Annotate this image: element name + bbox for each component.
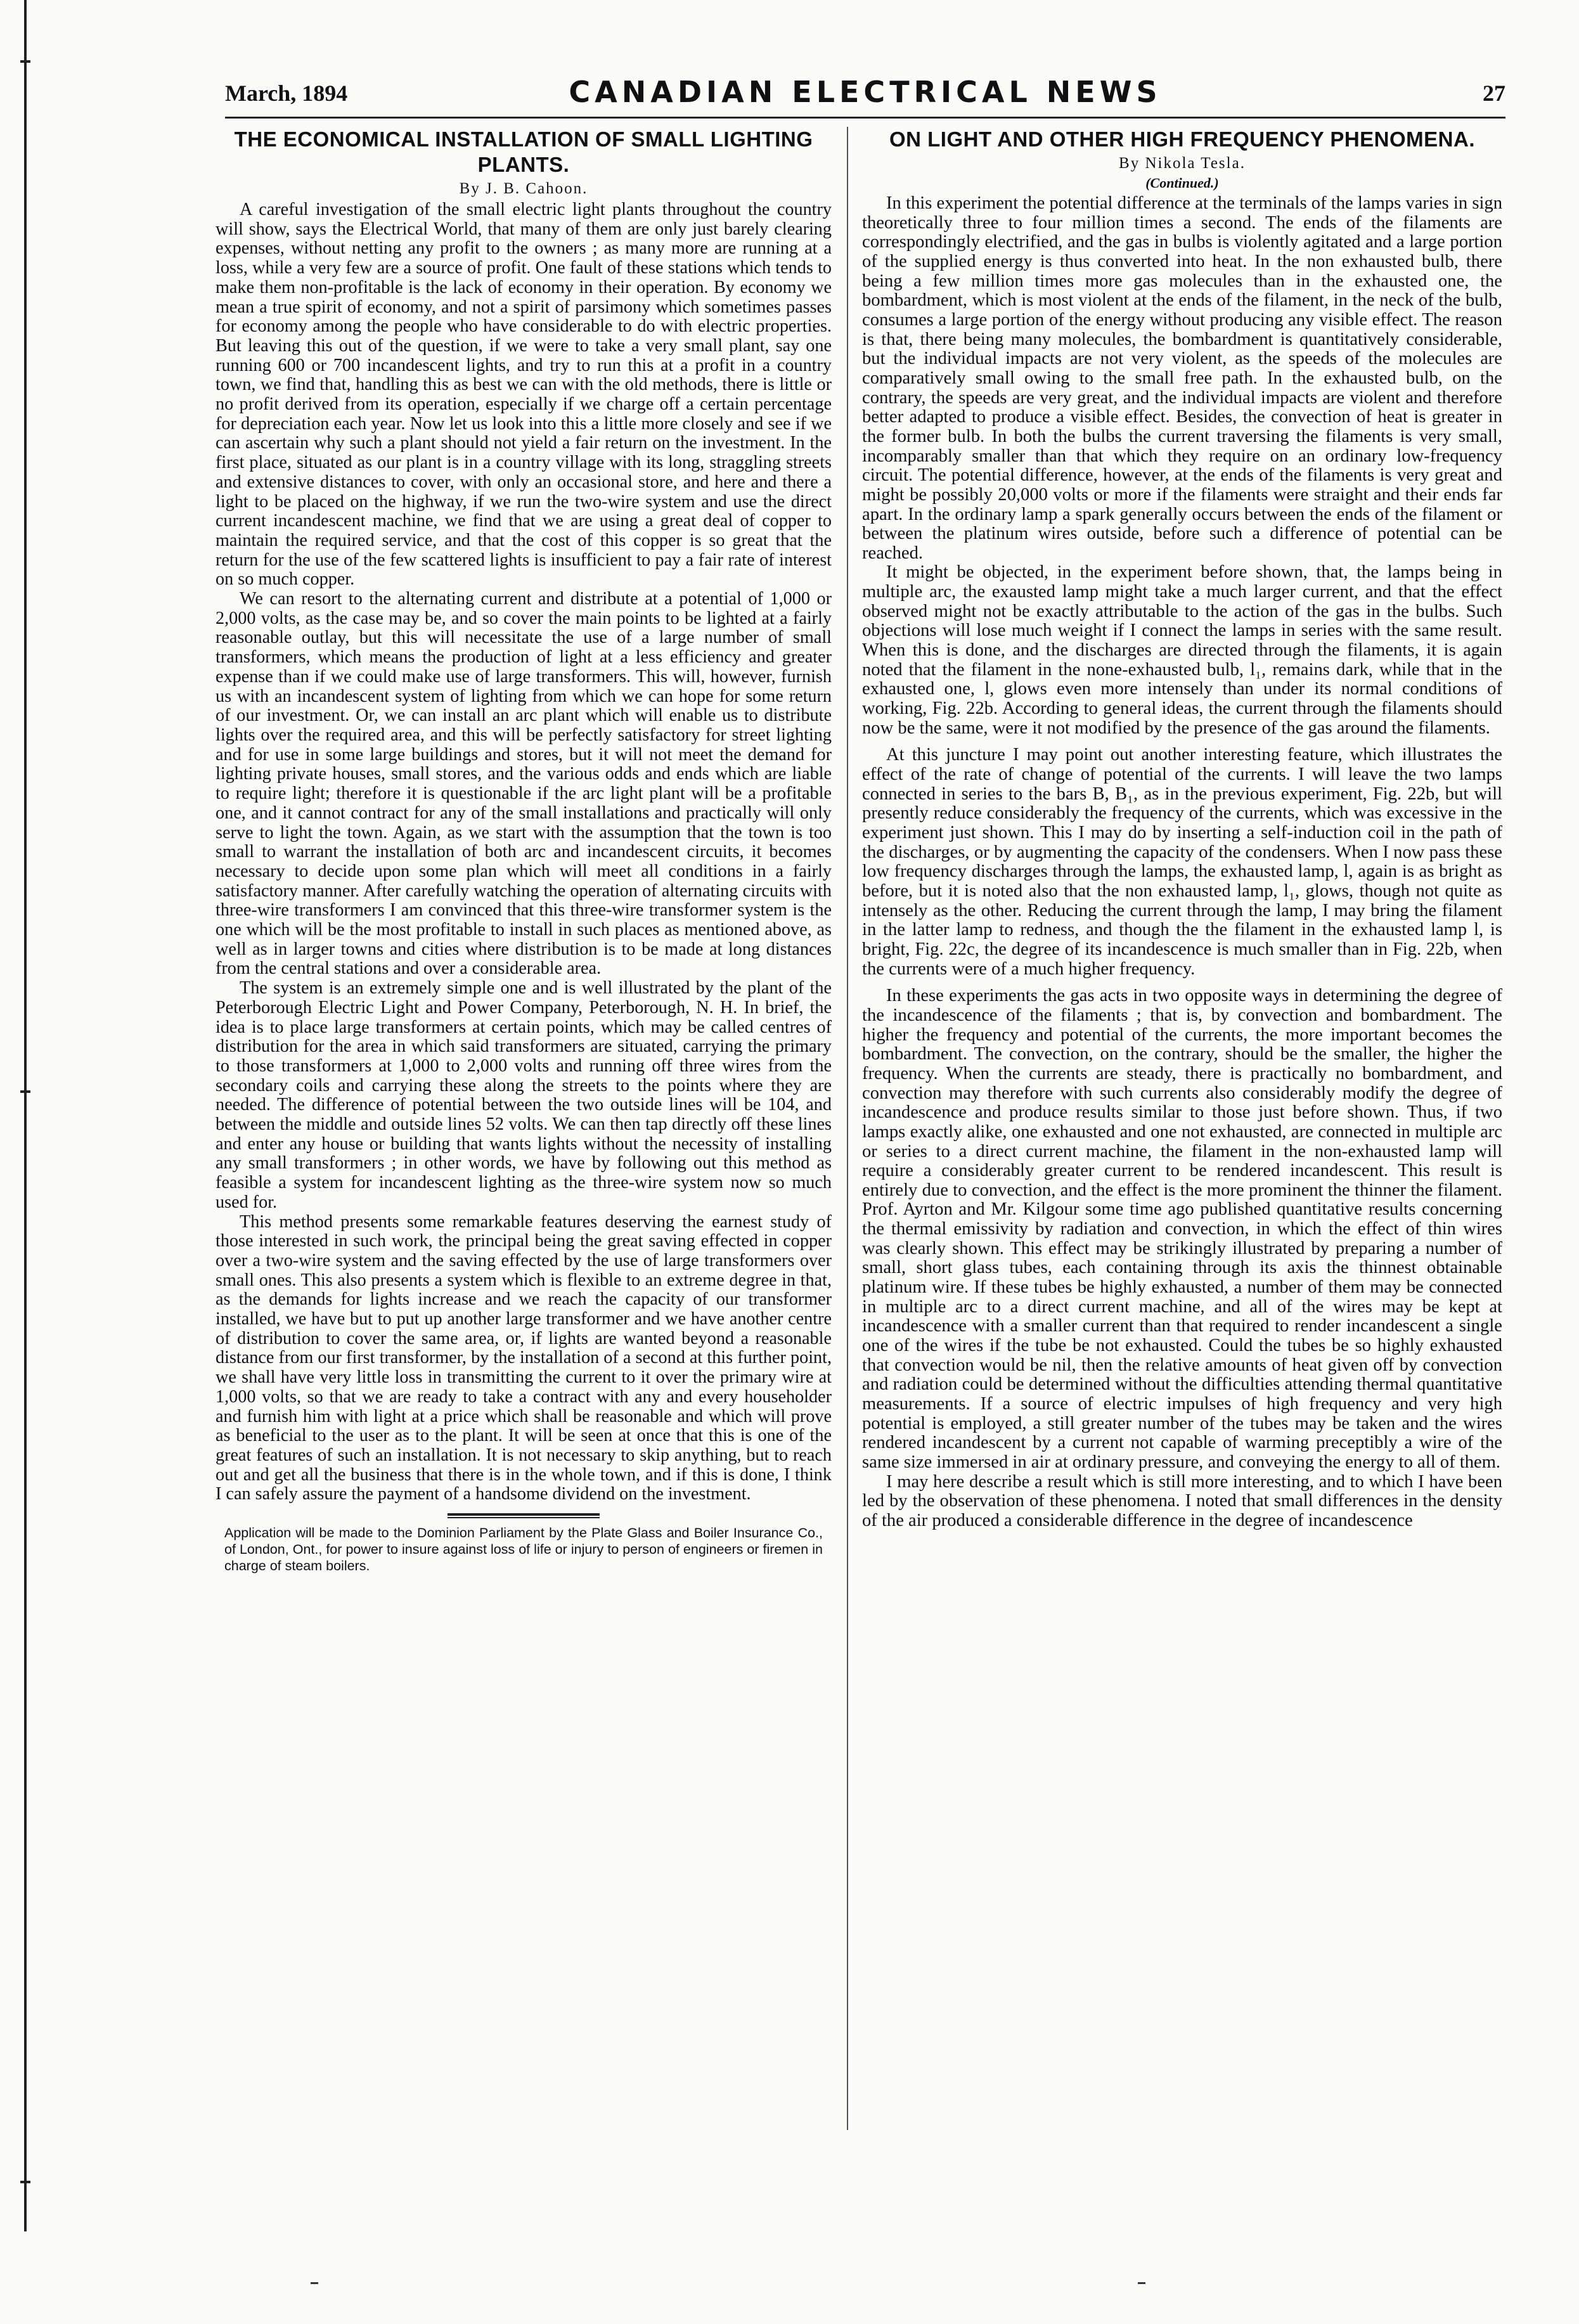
divider-rule [448,1517,600,1518]
article-small-lighting-plants [216,127,832,1504]
article-paragraph: In these experiments the gas acts in two opposite ways in determining the degree of the incandescence of the filaments ; that is, by convection and bombardment. The higher the frequency and potential of the currents, the more important becomes the bombardment. The convection, on the contrary, should be the smaller, the higher the frequency. When the currents are steady, there is practically no bombardment, and convection may therefore with such currents also considerably modify the degree of incandescence and produce results similar to those just before shown. Thus, if two lamps exactly alike, one exhausted and one not exhausted, are connected in multiple arc or series to a direct current machine, the filament in the non-exhausted lamp will require a considerably greater current to be rendered incandescent. This result is entirely due to convection, and the effect is the more prominent the thinner the filament. Prof. Ayrton and Mr. Kilgour some time ago published quantitative results concerning the thermal emissivity by radiation and convection, in which the effect of thin wires was clearly shown. This effect may be strikingly illustrated by preparing a number of small, short glass tubes, each containing through its axis the thinnest obtainable platinum wire. If these tubes be highly exhausted, a number of them may be connected in multiple arc to a direct current machine, and all of the wires may be kept at incandescence with a smaller current than that required to render incandescent a single one of the wires if the tube be not exhausted. Could the tubes be so highly exhausted that convection would be nil, then the relative amounts of heat given off by convection and radiation could be determined without the difficulties attending thermal quantitative measurements. If a source of electric impulses of high frequency and very high potential is employed, a still greater number of the tubes may be taken and the wires rendered incandescent by a current not capable of warming preceptibly a wire of the same size immersed in air at ordinary pressure, and conveying the energy to all of them. [862,986,1502,1472]
insurance-notice: Application will be made to the Dominion Parliament by the Plate Glass and Boiler Insurance Co., of London, Ont., for power to insure against loss of life or injury to person of engineers or firemen in charge of steam boilers. [224,1525,823,1574]
right-column [862,127,1502,1531]
divider-rule [448,1513,600,1516]
article-byline: By Nikola Tesla. [1119,155,1246,172]
article-paragraph: A careful investigation of the small electric light plants throughout the country will show, says the Electrical World, that many of them are only just barely clearing expenses, without netting any profit to the owners ; as many more are running at a loss, while a very few are a source of profit. One fault of these stations which tends to make them non-profitable is the lack of economy in their operation. By economy we mean a true spirit of economy, and not a spirit of parsimony which sometimes passes for economy among the people who have considerable to do with electric properties. But leaving this out of the question, if we were to take a very small plant, say one running 600 or 700 incandescent lights, and try to run this at a profit in a country town, we find that, handling this as best we can with the old methods, there is little or no profit derived from its operation, especially if we charge off a certain percentage for depreciation each year. Now let us look into this a little more closely and see if we can ascertain why such a plant should not yield a fair return on the investment. In the first place, situated as our plant is in a country village with its long, straggling streets and extensive distances to cover, with only an occasional store, and here and there a light to be placed on the highway, if we run the two-wire system and use the direct current incandescent machine, we find that we are using a great deal of copper to maintain the required service, and that the cost of this copper is so great that the return for the use of the few scattered lights is insufficient to pay a fair rate of interest on so much copper. [216,200,832,590]
page-number: 27 [1483,81,1505,106]
page-header [225,75,1505,113]
article-tesla-high-frequency [862,127,1502,1531]
article-paragraph: It might be objected, in the experiment before shown, that, the lamps being in multiple arc, the exausted lamp might take a much larger current, and that the effect observed might not be exactly attributable to the action of the gas in the bulbs. Such objections will lose much weight if I connect the lamps in series with the same result. When this is done, and the discharges are directed through the filaments, it is again noted that the filament in the none-exhausted bulb, l₁, remains dark, while that in the exhausted one, l, glows even more intensely than under its normal conditions of working, Fig. 22b. According to general ideas, the current through the filaments should now be the same, were it not modified by the presence of the gas around the filaments. [862,562,1502,738]
article-paragraph: At this juncture I may point out another interesting feature, which illustrates the effect of the rate of change of potential of the currents. I will leave the two lamps connected in series to the bars B, B₁, as in the previous experiment, Fig. 22b, but will presently reduce considerably the frequency of the currents, which was excessive in the experiment just shown. This I may do by inserting a self-induction coil in the path of the discharges, or by augmenting the capacity of the condensers. When I now pass these low frequency discharges through the lamps, the exhausted lamp, l, again is as bright as before, but it is noted also that the non exhausted lamp, l₁, glows, though not quite as intensely as the other. Reducing the current through the lamp, I may bring the filament in the latter lamp to redness, and though the the filament in the exhausted lamp l, is bright, Fig. 22c, the degree of its incandescence is much smaller than in Fig. 22b, when the currents were of a much higher frequency. [862,745,1502,979]
article-headline: ON LIGHT AND OTHER HIGH FREQUENCY PHENOMENA. [889,127,1476,151]
issue-date: March, 1894 [225,81,348,106]
left-column [216,127,832,1574]
article-headline: THE ECONOMICAL INSTALLATION OF SMALL LIGHTING PLANTS. [234,127,813,176]
margin-tick [20,60,30,63]
header-rule [225,117,1505,119]
journal-title: CANADIAN ELECTRICAL NEWS [569,75,1162,109]
page-margin-rule [24,0,27,2231]
article-paragraph: I may here describe a result which is still more interesting, and to which I have been led by the observation of these phenomena. I noted that small differences in the density of the air produced a considerable difference in the degree of incandescence [862,1471,1502,1530]
margin-tick [20,2181,30,2183]
column-divider [847,127,848,2130]
print-mark [311,2282,318,2284]
article-paragraph: This method presents some remarkable features deserving the earnest study of those interested in such work, the principal being the great saving effected in copper over a two-wire system and the saving effected by the use of large transformers over small ones. This also presents a system which is flexible to an extreme degree in that, as the demands for lights increase and we reach the capacity of our transformer installed, we have but to put up another large transformer and we have another centre of distribution to cover the same area, or, if lights are wanted beyond a reasonable distance from our first transformer, by the installation of a second at this further point, we shall have very little loss in transmitting the current to it over the primary wire at 1,000 volts, so that we are ready to take a contract with any and every householder and furnish him with light at a price which shall be reasonable and which will prove as beneficial to the user as to the plant. It will be seen at once that this is one of the great features of such an installation. It is not necessary to skip anything, but to reach out and get all the business that there is in the whole town, and if this is done, I think I can safely assure the payment of a handsome dividend on the investment. [216,1211,832,1504]
article-paragraph: We can resort to the alternating current and distribute at a potential of 1,000 or 2,000 volts, as the case may be, and so cover the main points to be lighted at a fairly reasonable outlay, but this will necessitate the use of a large number of small transformers, which means the production of light at a less efficiency and greater expense than if we could make use of large transformers. This will, however, furnish us with an incandescent system of lighting from which we can hope for some return of our investment. Or, we can install an arc plant which will enable us to distribute lights over the required area, and this will be perfectly satisfactory for street lighting and for use in some large buildings and stores, but it will not meet the demand for lighting private houses, small stores, and the various odds and ends which are liable to require light; therefore it is questionable if the arc light plant will be a profitable one, and it cannot contract for any of the small installations and practically will only serve to light the town. Again, as we start with the assumption that the town is too small to warrant the installation of both arc and incandescent circuits, it becomes necessary to decide upon some plan which will meet all conditions in a fairly satisfactory manner. After carefully watching the operation of alternating circuits with three-wire transformers I am convinced that this three-wire transformer system is the one which will be the most profitable to install in such places as mentioned above, as well as in larger towns and cities where distribution is to be made at long distances from the central stations and over a considerable area. [216,589,832,979]
margin-tick [20,1090,30,1093]
article-byline: By J. B. Cahoon. [459,180,588,197]
print-mark [1138,2282,1145,2284]
article-paragraph: In this experiment the potential difference at the terminals of the lamps varies in sign theoretically three to four million times a second. The ends of the filaments are correspondingly electrified, and the gas in bulbs is violently agitated and a large portion of the supplied energy is thus converted into heat. In the non exhausted bulb, there being a few million times more gas molecules than in the exhausted one, the bombardment, which is most violent at the ends of the filament, in the neck of the bulb, consumes a large portion of the energy without producing any visible effect. The reason is that, there being many molecules, the bombardment is quantitatively considerable, but the individual impacts are not very violent, as the speeds of the molecules are comparatively small owing to the small free path. In the exhausted bulb, on the contrary, the speeds are very great, and the individual impacts are violent and therefore better adapted to produce a visible effect. Besides, the convection of heat is greater in the former bulb. In both the bulbs the current traversing the filaments is very small, incomparably smaller than that which they require on an ordinary low-frequency circuit. The potential difference, however, at the ends of the filaments is very great and might be possibly 20,000 volts or more if the filaments were straight and their ends far apart. In the ordinary lamp a spark generally occurs between the ends of the filament or between the platinum wires outside, before such a difference of potential can be reached. [862,193,1502,563]
continued-label: (Continued.) [1145,175,1219,191]
article-paragraph: The system is an extremely simple one and is well illustrated by the plant of the Peterborough Electric Light and Power Company, Peterborough, N. H. In brief, the idea is to place large transformers at certain points, which may be called centres of distribution for the area in which said transformers are situated, carrying the primary to those transformers at 1,000 to 2,000 volts and running off three wires from the secondary coils and carrying these along the streets to the points where they are needed. The difference of potential between the two outside lines will be 104, and between the middle and outside lines 52 volts. We can then tap directly off these lines and enter any house or building that wants lights without the necessity of installing any small transformers ; in other words, we have by following out this method as feasible a system for incandescent lighting as the three-wire system now so much used for. [216,978,832,1212]
